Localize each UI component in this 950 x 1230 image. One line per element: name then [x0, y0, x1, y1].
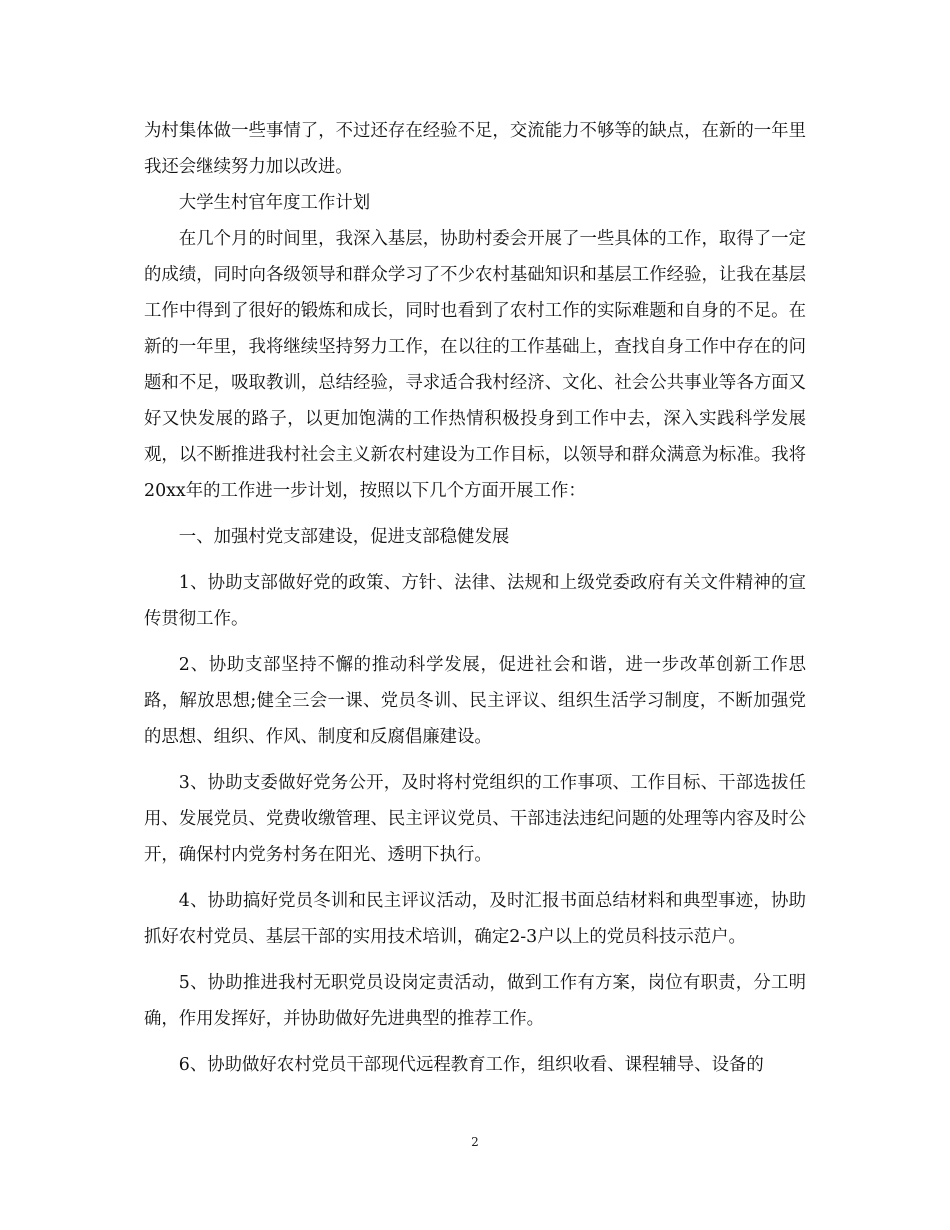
list-item-1: 1、协助支部做好党的政策、方针、法律、法规和上级党委政府有关文件精神的宣传贯彻工作。	[144, 573, 806, 629]
list-item-4: 4、协助搞好党员冬训和民主评议活动，及时汇报书面总结材料和典型事迹，协助抓好农村党员、基层干部的实用技术培训，确定2-3户以上的党员科技示范户。	[144, 891, 806, 947]
section-heading-1: 一、加强村党支部建设，促进支部稳健发展	[178, 527, 510, 547]
paragraph-continuation: 为村集体做一些事情了，不过还存在经验不足，交流能力不够等的缺点，在新的一年里我还会继续努力加以改进。	[144, 121, 806, 177]
list-item-5: 5、协助推进我村无职党员设岗定责活动，做到工作有方案，岗位有职责，分工明确，作用发挥好，并协助做好先进典型的推荐工作。	[144, 973, 806, 1029]
page-number: 2	[471, 1135, 479, 1149]
document-body	[144, 113, 806, 1083]
section-title: 大学生村官年度工作计划	[178, 193, 371, 213]
list-item-3: 3、协助支委做好党务公开，及时将村党组织的工作事项、工作目标、干部选拔任用、发展党员、党费收缴管理、民主评议党员、干部违法违纪问题的处理等内容及时公开，确保村内党务村务在阳光、透明下执行。	[144, 773, 806, 865]
paragraph-intro: 在几个月的时间里，我深入基层，协助村委会开展了一些具体的工作，取得了一定的成绩，同时向各级领导和群众学习了不少农村基础知识和基层工作经验，让我在基层工作中得到了很好的锻炼和成长，同时也看到了农村工作的实际难题和自身的不足。在新的一年里，我将继续坚持努力工作，在以往的工作基础上，查找自身工作中存在的问题和不足，吸取教训，总结经验，寻求适合我村经济、文化、社会公共事业等各方面又好又快发展的路子，以更加饱满的工作热情积极投身到工作中去，深入实践科学发展观，以不断推进我村社会主义新农村建设为工作目标，以领导和群众满意为标准。我将20xx年的工作进一步计划，按照以下几个方面开展工作：	[144, 229, 806, 501]
list-item-6: 6、协助做好农村党员干部现代远程教育工作，组织收看、课程辅导、设备的	[178, 1055, 764, 1075]
list-item-2: 2、协助支部坚持不懈的推动科学发展，促进社会和谐，进一步改革创新工作思路，解放思想;健全三会一课、党员冬训、民主评议、组织生活学习制度，不断加强党的思想、组织、作风、制度和反腐倡廉建设。	[144, 655, 806, 747]
